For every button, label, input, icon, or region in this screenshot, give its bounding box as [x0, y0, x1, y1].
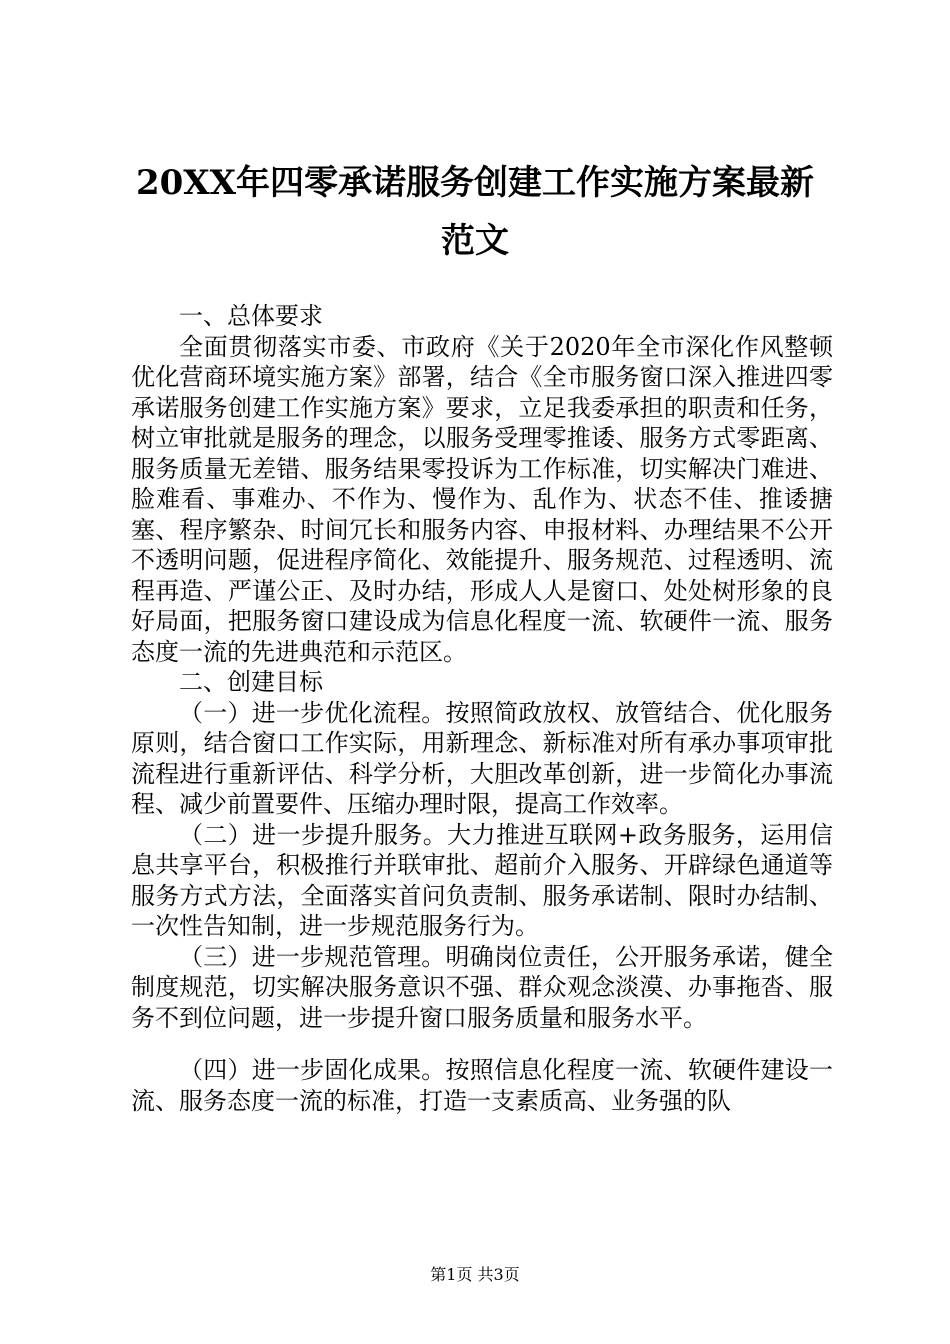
paragraph-goal-3: （三）进一步规范管理。明确岗位责任，公开服务承诺，健全制度规范，切实解决服务意识不强、群众观念淡漠、办事拖沓、服务不到位问题，进一步提升窗口服务质量和服务水平。 — [131, 942, 833, 1032]
document-body — [131, 301, 833, 1116]
document-title-line-2: 范文 — [441, 221, 509, 261]
page-number-footer: 第1页 共3页 — [430, 1265, 520, 1284]
section-heading-overall-requirements: 一、总体要求 — [179, 302, 323, 330]
document-title-line-1: 20XX年四零承诺服务创建工作实施方案最新 — [135, 163, 815, 203]
paragraph-overall-requirements: 全面贯彻落实市委、市政府《关于2020年全市深化作风整顿优化营商环境实施方案》部署，结合《全市服务窗口深入推进四零承诺服务创建工作实施方案》要求，立足我委承担的职责和任务，树立审批就是服务的理念，以服务受理零推诿、服务方式零距离、服务质量无差错、服务结果零投诉为工作标准，切实解决门难进、脸难看、事难办、不作为、慢作为、乱作为、状态不佳、推诿搪塞、程序繁杂、时间冗长和服务内容、申报材料、办理结果不公开不透明问题，促进程序简化、效能提升、服务规范、过程透明、流程再造、严谨公正、及时办结，形成人人是窗口、处处树形象的良好局面，把服务窗口建设成为信息化程度一流、软硬件一流、服务态度一流的先进典范和示范区。 — [131, 332, 833, 666]
paragraph-goal-4: （四）进一步固化成果。按照信息化程度一流、软硬件建设一流、服务态度一流的标准，打造一支素质高、业务强的队 — [131, 1056, 833, 1115]
paragraph-goal-1: （一）进一步优化流程。按照简政放权、放管结合、优化服务原则，结合窗口工作实际，用新理念、新标准对所有承办事项审批流程进行重新评估、科学分析，大胆改革创新，进一步简化办事流程、减少前置要件、压缩办理时限，提高工作效率。 — [131, 698, 833, 818]
paragraph-goal-2: （二）进一步提升服务。大力推进互联网+政务服务，运用信息共享平台，积极推行并联审批、超前介入服务、开辟绿色通道等服务方式方法，全面落实首问负责制、服务承诺制、限时办结制、一次性告知制，进一步规范服务行为。 — [131, 820, 833, 940]
section-heading-goals: 二、创建目标 — [179, 668, 323, 696]
